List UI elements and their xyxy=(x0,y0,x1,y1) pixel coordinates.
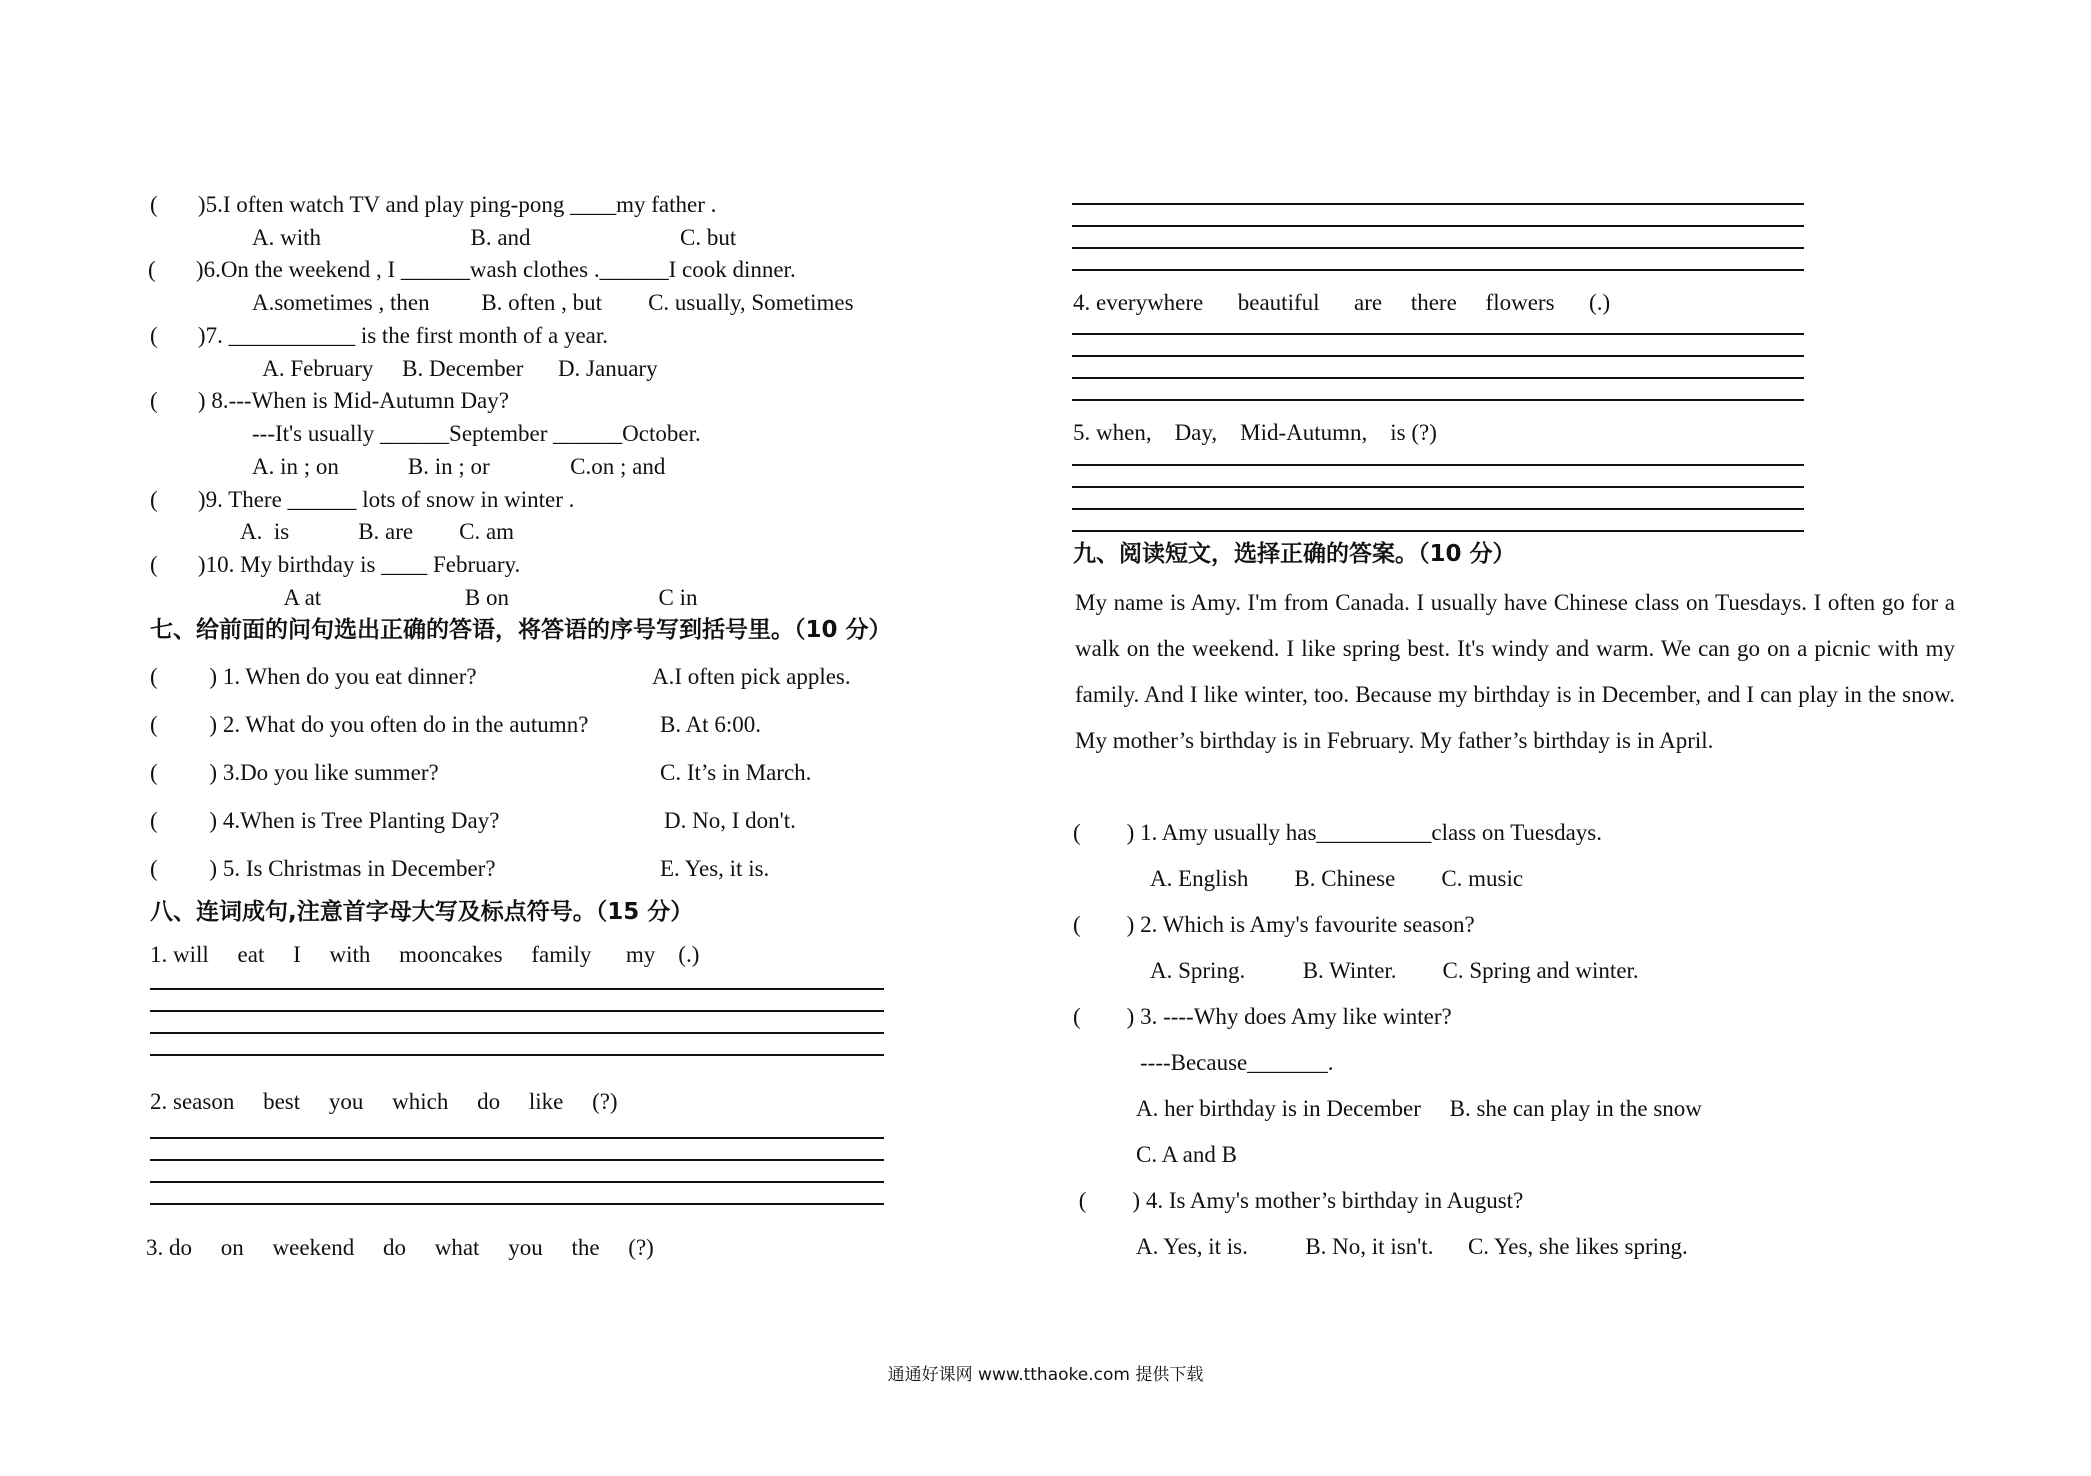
mc-q7-options: A. February B. December D. January xyxy=(252,356,658,381)
mc-q6-options: A.sometimes , then B. often , but C. usually, Sometimes xyxy=(252,290,854,315)
section7-title: 七、给前面的问句选出正确的答语，将答语的序号写到括号里。（10 分） xyxy=(150,617,892,643)
s7-a5: E. Yes, it is. xyxy=(660,856,770,881)
answer-line xyxy=(1072,530,1804,532)
s8-q2: 2. season best you which do like (?) xyxy=(150,1089,618,1114)
s7-a4: D. No, I don't. xyxy=(664,808,796,833)
mc-q8-sub: ---It's usually ______September ______October. xyxy=(252,421,701,446)
s7-q4: ( ) 4.When is Tree Planting Day? xyxy=(150,808,500,833)
reading-q3-options: A. her birthday is in December B. she can play in the snow xyxy=(1136,1096,1702,1121)
s7-a1: A.I often pick apples. xyxy=(652,664,851,689)
s7-q5: ( ) 5. Is Christmas in December? xyxy=(150,856,496,881)
s7-q1: ( ) 1. When do you eat dinner? xyxy=(150,664,477,689)
answer-line xyxy=(1072,508,1804,510)
reading-passage: My name is Amy. I'm from Canada. I usually have Chinese class on Tuesdays. I often go for a walk on the weekend. I like spring best. It's windy and warm. We can go on a picnic with my family. And I like winter, too. Because my birthday is in December, and I can play in the snow. My mother’s birthday is in February. My father’s birthday is in April. xyxy=(1075,590,1955,753)
s7-q3: ( ) 3.Do you like summer? xyxy=(150,760,439,785)
section8-title: 八、连词成句,注意首字母大写及标点符号。（15 分） xyxy=(150,899,694,925)
answer-line xyxy=(150,1181,884,1183)
answer-line xyxy=(150,1137,884,1139)
answer-line xyxy=(1072,225,1804,227)
mc-q9-options: A. is B. are C. am xyxy=(240,519,515,544)
s7-q2: ( ) 2. What do you often do in the autumn? xyxy=(150,712,589,737)
reading-q1-options: A. English B. Chinese C. music xyxy=(1150,866,1524,891)
mc-q6: ( )6.On the weekend , I ______wash clothes .______I cook dinner. xyxy=(148,257,796,282)
mc-q10: ( )10. My birthday is ____ February. xyxy=(150,552,521,577)
mc-q10-options: A at B on C in xyxy=(256,585,698,610)
s8-q3: 3. do on weekend do what you the (?) xyxy=(146,1235,654,1260)
answer-line xyxy=(1072,333,1804,335)
reading-q3-options-2: C. A and B xyxy=(1136,1142,1237,1167)
reading-q4-options: A. Yes, it is. B. No, it isn't. C. Yes, she likes spring. xyxy=(1136,1234,1688,1259)
answer-line xyxy=(1072,464,1804,466)
mc-q5: ( )5.I often watch TV and play ping-pong ____my father . xyxy=(150,192,717,217)
mc-q5-options: A. with B. and C. but xyxy=(252,225,737,250)
answer-line xyxy=(150,1032,884,1034)
s7-a3: C. It’s in March. xyxy=(660,760,812,785)
mc-q8-options: A. in ; on B. in ; or C.on ; and xyxy=(252,454,666,479)
reading-q1: ( ) 1. Amy usually has__________class on Tuesdays. xyxy=(1073,820,1602,845)
answer-line xyxy=(1072,355,1804,357)
answer-line xyxy=(150,1010,884,1012)
answer-line xyxy=(150,1203,884,1205)
reading-q3-sub: ----Because_______. xyxy=(1140,1050,1334,1075)
answer-line xyxy=(1072,486,1804,488)
s8-q4: 4. everywhere beautiful are there flowers (.) xyxy=(1073,290,1611,315)
page-footer: 通通好课网 www.tthaoke.com 提供下载 xyxy=(887,1365,1204,1385)
answer-line xyxy=(1072,399,1804,401)
reading-q2: ( ) 2. Which is Amy's favourite season? xyxy=(1073,912,1475,937)
answer-line xyxy=(1072,247,1804,249)
s8-q5: 5. when, Day, Mid-Autumn, is (?) xyxy=(1073,420,1437,445)
answer-line xyxy=(1072,377,1804,379)
reading-q2-options: A. Spring. B. Winter. C. Spring and winter. xyxy=(1150,958,1639,983)
s8-q1: 1. will eat I with mooncakes family my (.) xyxy=(150,942,700,967)
mc-q8: ( ) 8.---When is Mid-Autumn Day? xyxy=(150,388,509,413)
s7-a2: B. At 6:00. xyxy=(660,712,761,737)
mc-q9: ( )9. There ______ lots of snow in winter . xyxy=(150,487,575,512)
answer-line xyxy=(1072,203,1804,205)
answer-line xyxy=(150,1054,884,1056)
section9-title: 九、阅读短文，选择正确的答案。（10 分） xyxy=(1073,541,1516,567)
answer-line xyxy=(1072,269,1804,271)
reading-q3: ( ) 3. ----Why does Amy like winter? xyxy=(1073,1004,1452,1029)
reading-q4: ( ) 4. Is Amy's mother’s birthday in August? xyxy=(1073,1188,1524,1213)
answer-line xyxy=(150,1159,884,1161)
answer-line xyxy=(150,988,884,990)
mc-q7: ( )7. ___________ is the first month of a year. xyxy=(150,323,609,348)
